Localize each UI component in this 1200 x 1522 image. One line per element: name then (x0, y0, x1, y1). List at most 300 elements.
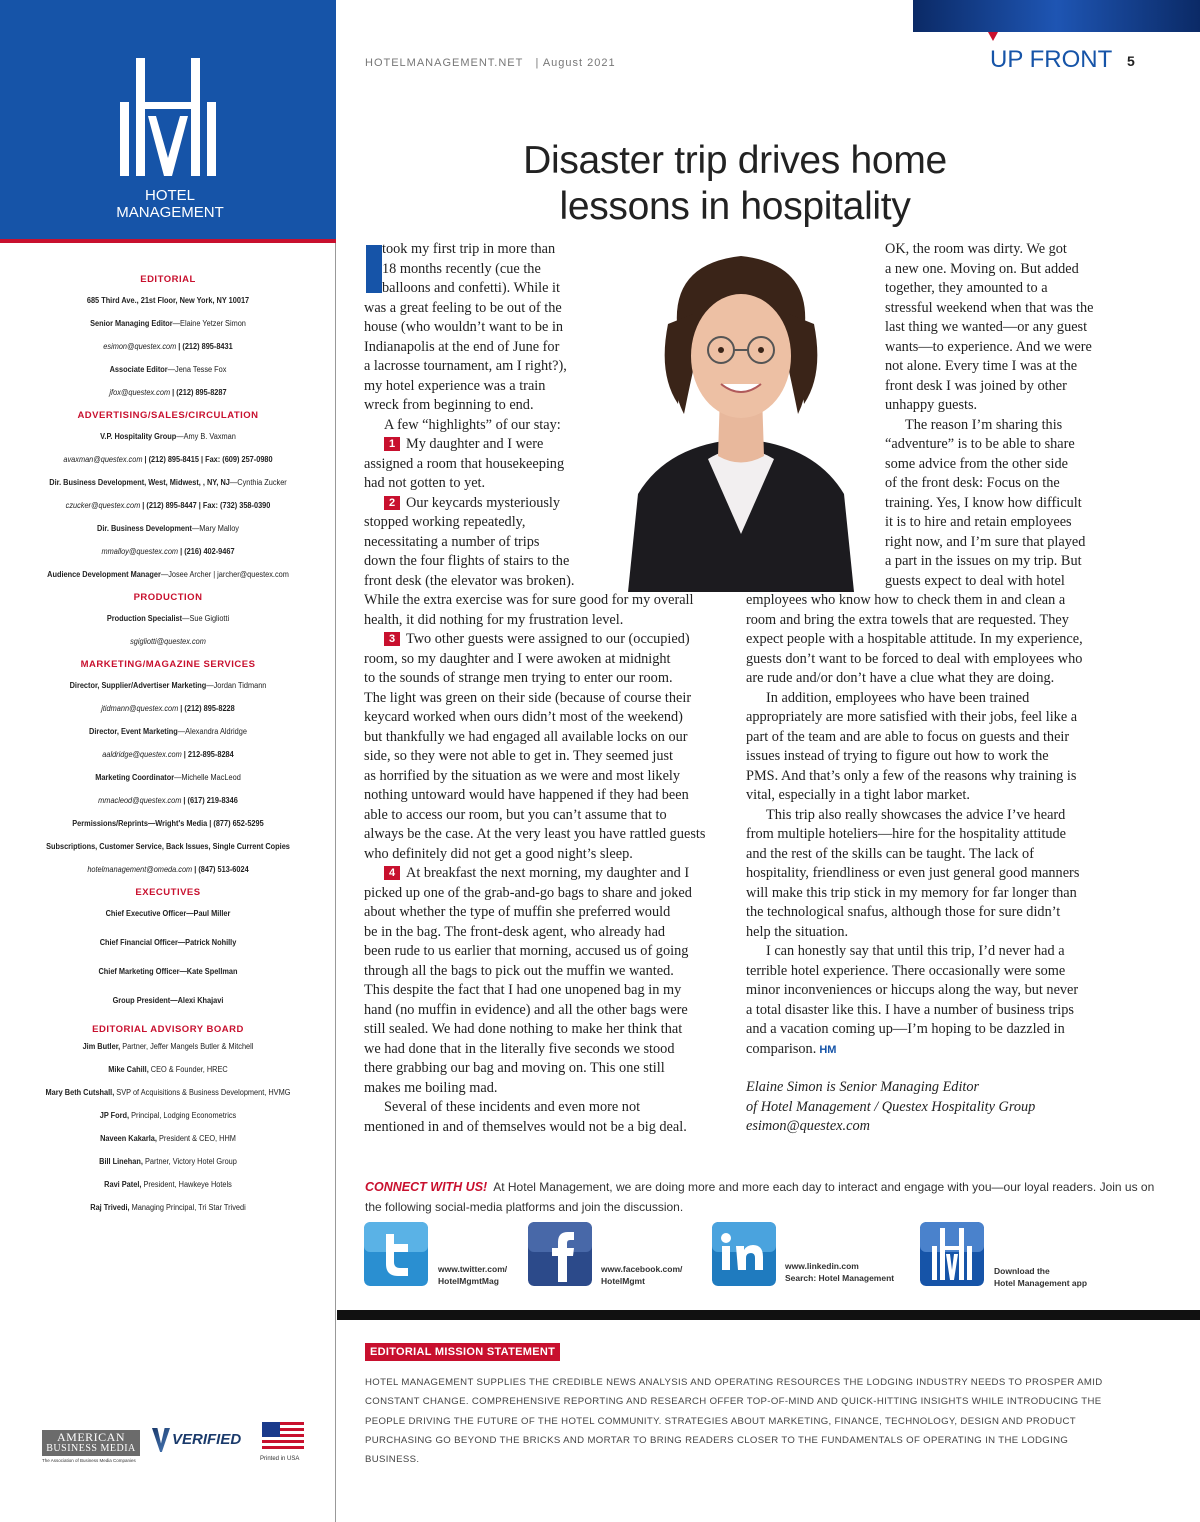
article-line (364, 825, 705, 845)
staff-phone: | (212) 895-8447 | Fax: (732) 358-0390 (140, 501, 271, 510)
section-marker-icon (988, 32, 998, 41)
logo-text-management: MANAGEMENT (116, 204, 224, 221)
staff-role: Dir. Business Development, West, Midwest, , NY, NJ (49, 478, 230, 487)
subscriptions-email: hotelmanagement@omeda.com (87, 865, 193, 874)
article-line-text: it is to hire and retain employees (885, 514, 1072, 530)
article-line (746, 689, 1083, 709)
staff-role: Marketing Coordinator (95, 773, 175, 782)
app-download-link[interactable] (994, 1265, 1087, 1289)
printed-in-usa: Printed in USA (260, 1456, 300, 1462)
facebook-link[interactable] (601, 1263, 682, 1287)
article-line-text: unhappy guests. (885, 397, 978, 413)
app-download-line-2[interactable]: Hotel Management app (994, 1278, 1088, 1288)
article-line (364, 845, 705, 865)
article-line (364, 747, 705, 767)
list-number-badge: 1 (384, 437, 400, 451)
article-line (364, 299, 574, 319)
section-heading-marketing: MARKETING/MAGAZINE SERVICES (80, 659, 256, 670)
twitter-url[interactable]: www.twitter.com/ (438, 1264, 508, 1274)
staff-phone: | (212) 895-8287 (170, 388, 227, 397)
board-member (13, 1133, 322, 1144)
author-portrait-icon (608, 244, 874, 592)
article-line (746, 825, 1083, 845)
address: 685 Third Ave., 21st Floor, New York, NY 10017 (86, 296, 250, 305)
article-line (885, 318, 1093, 338)
article-line-text: I can honestly say that until this trip, I’d never had a (766, 943, 1065, 959)
staff-role: Director, Event Marketing (89, 727, 178, 736)
article-line-text: be in the bag. The front-desk agent, who already had (364, 923, 666, 940)
board-title: Principal, Lodging Econometrics (129, 1111, 237, 1120)
abm-subtitle: The Association of Business Media Companies (42, 1458, 136, 1463)
board-title: SVP of Acquisitions & Business Development, HVMG (114, 1088, 291, 1097)
article-line-text: training. Yes, I know how difficult (885, 494, 1082, 511)
article-line (364, 494, 574, 514)
article-line-text: still sealed. We had done nothing to make her think that (364, 1021, 683, 1037)
staff-email: aaldridge@questex.com (102, 750, 182, 759)
article-line (364, 513, 574, 533)
section-heading-sales: ADVERTISING/SALES/CIRCULATION (77, 410, 259, 421)
staff-phone: | 212-895-8284 (181, 750, 234, 759)
linkedin-search[interactable]: Search: Hotel Management (785, 1273, 895, 1283)
article-line-text: and a vacation coming up—I’m hoping to be dazzled in (746, 1021, 1065, 1037)
masthead-sidebar (0, 0, 336, 1522)
article-line-text: from multiple hoteliers—hire for the hospitality attitude (746, 826, 1067, 842)
article-line (746, 1040, 1083, 1061)
article-line (364, 884, 705, 904)
article-line (364, 1040, 705, 1060)
article-line-text: employees who know how to check them in and clean a (746, 592, 1066, 608)
article-line-text: to the sounds of strange men trying to enter our room. (364, 670, 673, 686)
article-line (364, 689, 705, 709)
staff-role: Associate Editor (109, 365, 168, 374)
linkedin-icon[interactable] (712, 1222, 776, 1286)
article-line (746, 591, 1083, 611)
article-line-text: a part in the issues on my trip. But (885, 553, 1082, 569)
facebook-handle[interactable]: HotelMgmt (601, 1276, 645, 1286)
app-download-line-1[interactable]: Download the (994, 1266, 1050, 1276)
staff-phone: | (216) 402-9467 (178, 547, 235, 556)
linkedin-link[interactable] (785, 1260, 894, 1284)
article-line-text: room, so my daughter and I were awoken at midnight (364, 650, 671, 667)
staff-name: Amy B. Vaxman (183, 432, 236, 441)
subscriptions-line: Subscriptions, Customer Service, Back Issues, Single Current Copies (46, 842, 290, 851)
logo-text-hotel: HOTEL (144, 187, 195, 204)
article-line (364, 572, 574, 592)
article-line (364, 611, 705, 631)
article-line-text: necessitating a number of trips (364, 533, 540, 550)
article-line-text: A few “highlights” of our stay: (384, 416, 561, 433)
article-line (885, 357, 1093, 377)
article-line (364, 1118, 705, 1138)
association-badges (42, 1422, 312, 1472)
board-name: Bill Linehan, (99, 1157, 143, 1166)
article-line-text: house (who wouldn’t want to be in (364, 319, 564, 335)
board-name: Mary Beth Cutshall, (45, 1088, 115, 1097)
article-line (746, 630, 1083, 650)
staff-contact (13, 749, 322, 760)
article-line (364, 1001, 705, 1021)
board-member (13, 1179, 322, 1190)
article-line (364, 630, 705, 650)
article-line (885, 435, 1093, 455)
article-line (746, 669, 1083, 689)
article-line-text: wreck from beginning to end. (364, 397, 534, 413)
article-line-text: OK, the room was dirty. We got (885, 241, 1067, 257)
article-line (364, 650, 705, 670)
staff-role: V.P. Hospitality Group (100, 432, 177, 441)
article-line-text: balloons and confetti). While it (382, 280, 561, 296)
staff-contact (13, 546, 322, 557)
staff-phone: | (617) 219-8346 (181, 796, 238, 805)
issue-date: | August 2021 (535, 57, 616, 69)
logo-block (0, 0, 336, 243)
board-title: Partner, Victory Hotel Group (142, 1157, 237, 1166)
connect-title: CONNECT WITH US! (365, 1180, 488, 1194)
author-bio-line-1: Elaine Simon is Senior Managing Editor (746, 1079, 980, 1095)
section-title: UP FRONT (990, 46, 1113, 73)
hm-logo-icon (118, 58, 218, 183)
article-line-text: Our keycards mysteriously (406, 494, 561, 511)
article-line (746, 650, 1083, 670)
staff-name: Elaine Yetzer Simon (180, 319, 246, 328)
article-line-text: there grabbing our bag and moving on. This one still (364, 1060, 665, 1076)
article-line-text: front desk I was joined by other (885, 377, 1067, 394)
staff-contact (13, 795, 322, 806)
executive-line: Chief Executive Officer—Paul Miller (105, 909, 231, 918)
article-line-text: and the rest of the skills can be taught. The lack of (746, 845, 1034, 862)
article-line (885, 260, 1093, 280)
article-line (364, 864, 705, 884)
staff-email: sgigliotti@questex.com (130, 637, 206, 646)
article-line (364, 377, 574, 397)
board-member (13, 1202, 322, 1213)
section-heading-executives: EXECUTIVES (135, 887, 201, 898)
author-photo (608, 244, 874, 592)
article-line-text: In addition, employees who have been trained (766, 689, 1030, 706)
staff-phone: | (212) 895-8415 | Fax: (609) 257-0980 (142, 455, 273, 464)
us-flag-icon (262, 1422, 304, 1450)
article-line-text: stopped working repeatedly, (364, 514, 526, 530)
article-column-2-bottom (746, 591, 1083, 1060)
article-line (364, 474, 574, 494)
article-line (885, 299, 1093, 319)
article-line-text: issues instead of trying to figure out how to work the (746, 748, 1049, 764)
article-line (364, 338, 574, 358)
end-mark-hm: HM (816, 1043, 837, 1056)
article-line (364, 357, 574, 377)
staff-role: Production Specialist (106, 614, 183, 623)
article-line (746, 767, 1083, 787)
article-line-text: “adventure” is to be able to share (885, 436, 1075, 452)
article-column-1-bottom (364, 591, 705, 1137)
article-line-text: minor inconveniences or hiccups along the way, but never (746, 982, 1079, 998)
article-line-text: able to access our room, but you can’t assume that to (364, 806, 667, 823)
staff-email: esimon@questex.com (103, 342, 177, 351)
article-line (746, 903, 1083, 923)
article-line-text: but thankfully we had engaged all available locks on our (364, 728, 688, 745)
article-line (364, 923, 705, 943)
article-line (885, 416, 1093, 436)
staff-name: Jena Tesse Fox (175, 365, 227, 374)
connect-section (365, 1177, 1155, 1217)
article-line-text: health, it did nothing for my frustration level. (364, 611, 624, 628)
article-line-text: a lacrosse tournament, am I right?), (364, 358, 567, 374)
article-line-text: was a great feeling to be out of the (364, 299, 562, 316)
abm-text-2: BUSINESS MEDIA (46, 1443, 136, 1454)
article-line-text: not alone. Every time I was at the (885, 358, 1078, 374)
staff-contact (13, 636, 322, 647)
article-line-text: part of the team and are able to focus on guests and their (746, 728, 1070, 745)
article-line (364, 903, 705, 923)
article-line (885, 377, 1093, 397)
article-line (746, 981, 1083, 1001)
article-line (746, 728, 1083, 748)
article-line-text: through all the bags to pick out the muffin we wanted. (364, 962, 674, 979)
article-line (364, 708, 705, 728)
article-line-text: last thing we wanted—or any guest (885, 319, 1088, 335)
article-line (364, 942, 705, 962)
headline-line-2: lessons in hospitality (559, 185, 911, 228)
article-line-text: Indianapolis at the end of June for (364, 338, 560, 355)
article-line-text: The light was green on their side (because of course their (364, 689, 692, 706)
article-line-text: expect people with a hospitable attitude. In my experience, (746, 631, 1083, 647)
staff-role: Senior Managing Editor (90, 319, 173, 328)
staff-role: Dir. Business Development (97, 524, 192, 533)
article-line (885, 455, 1093, 475)
staff-email: mmalloy@questex.com (101, 547, 179, 556)
staff-phone: | (212) 895-8431 (176, 342, 233, 351)
article-line-text: a total disaster like this. I have a number of business trips (746, 1001, 1074, 1018)
twitter-handle[interactable]: HotelMgmtMag (438, 1276, 499, 1286)
article-line (746, 786, 1083, 806)
staff-line: Associate Editor—Jena Tesse Fox (109, 365, 227, 374)
mission-text: HOTEL MANAGEMENT SUPPLIES THE CREDIBLE NEWS ANALYSIS AND OPERATING RESOURCES THE LODGING INDUSTRY NEEDS TO PROSPER AMID CONSTANT CHANGE. COMPREHENSIVE REPORTING AND RESEARCH OFFER TOP-OF-MIND AND QUICK-HITTING INSIGHTS WHILE INTRODUCING THE PEOPLE DRIVING THE FUTURE OF THE HOTEL COMMUNITY. STRATEGIES ABOUT MARKETING, FINANCE, TECHNOLOGY, DESIGN AND PRODUCT PURCHASING GO BEYOND THE BRICKS AND MORTAR TO BRING READERS CLOSER TO THE FUNDAMENTALS OF OPERATING IN THE LODGING BUSINESS. (365, 1377, 1103, 1466)
article-line-text: Two other guests were assigned to our (occupied) (406, 631, 690, 647)
board-member (13, 1110, 322, 1121)
author-signature (746, 1078, 1035, 1137)
section-heading-advisory-board: EDITORIAL ADVISORY BOARD (92, 1024, 244, 1035)
article-line (885, 279, 1093, 299)
article-line (885, 240, 1093, 260)
article-line (885, 396, 1093, 416)
article-line-text: assigned a room that housekeeping (364, 455, 565, 472)
staff-email: avaxman@questex.com (63, 455, 143, 464)
article-line (364, 240, 574, 260)
article-line-text: Several of these incidents and even more not (384, 1099, 641, 1115)
article-line (746, 708, 1083, 728)
article-line-text: took my first trip in more than (382, 241, 556, 257)
article-line-text: hospitality, friendliness or even just general good manners (746, 865, 1080, 881)
article-headline (475, 138, 995, 230)
article-line-text: about whether the type of muffin she preferred would (364, 904, 671, 920)
author-email: esimon@questex.com (746, 1118, 870, 1134)
article-line (885, 513, 1093, 533)
verified-v-icon (152, 1428, 170, 1452)
staff-contact (13, 500, 322, 511)
article-line-text: comparison. (746, 1040, 817, 1057)
article-line-text: will make this trip stick in my memory for far longer than (746, 884, 1077, 901)
article-line (746, 884, 1083, 904)
logo-wordmark (100, 187, 240, 221)
permissions-line: Permissions/Reprints—Wright's Media | (877) 652-5295 (72, 819, 264, 828)
article-line-text: who definitely did not get a good night’s sleep. (364, 845, 633, 862)
article-line-text: side, so they were not able to get in. They seemed just (364, 748, 674, 764)
article-line-text: room and bring the extra towels that are requested. They (746, 611, 1069, 628)
staff-line: Marketing Coordinator—Michelle MacLeod (95, 773, 241, 782)
article-line-text: together, they amounted to a (885, 280, 1048, 296)
article-line-text: of the front desk: Focus on the (885, 475, 1060, 491)
staff-line: Dir. Business Development—Mary Malloy (97, 524, 239, 533)
abm-text-1: AMERICAN (56, 1430, 125, 1444)
board-name: Raj Trivedi, (90, 1203, 130, 1212)
article-line (885, 494, 1093, 514)
article-line (364, 1059, 705, 1079)
article-line-text: nothing untoward would have happened if they had been (364, 787, 689, 803)
article-line (364, 1098, 705, 1118)
article-line-text: wants—to experience. And we were (885, 338, 1092, 355)
board-name: Jim Butler, (82, 1042, 121, 1051)
article-line-text: guests don’t want to be forced to deal with employees who (746, 650, 1083, 667)
staff-contact (13, 703, 322, 714)
staff-role: Director, Supplier/Advertiser Marketing (69, 681, 207, 690)
masthead-list (0, 262, 336, 1225)
article-line (364, 416, 574, 436)
board-member (13, 1064, 322, 1075)
staff-name: Michelle MacLeod (181, 773, 241, 782)
article-line-text: down the four flights of stairs to the (364, 553, 570, 569)
article-line-text: 18 months recently (cue the (382, 260, 541, 277)
article-line-text: At breakfast the next morning, my daughter and I (406, 865, 690, 881)
board-name: Ravi Patel, (104, 1180, 142, 1189)
article-line (364, 786, 705, 806)
article-line (364, 669, 705, 689)
article-line (364, 981, 705, 1001)
board-name: Naveen Kakarla, (100, 1134, 157, 1143)
article-line (364, 962, 705, 982)
staff-line: Audience Development Manager—Josee Archer | jarcher@questex.com (47, 570, 289, 579)
article-line-text: the technological snafus, although those for sure didn’t (746, 904, 1061, 920)
staff-phone: | (212) 895-8228 (178, 704, 235, 713)
board-member (13, 1087, 322, 1098)
list-number-badge: 2 (384, 496, 400, 510)
staff-email: jtidmann@questex.com (101, 704, 179, 713)
article-line-text: My daughter and I were (406, 436, 544, 452)
article-line-text: a new one. Moving on. But added (885, 260, 1079, 277)
article-line (364, 279, 574, 299)
article-line (746, 962, 1083, 982)
article-line (746, 923, 1083, 943)
article-line-text: picked up one of the grab-and-go bags to share and joked (364, 884, 692, 901)
article-line (364, 1020, 705, 1040)
section-divider (337, 1310, 1200, 1320)
article-line-text: had not gotten to yet. (364, 475, 486, 491)
american-business-media-logo (42, 1430, 140, 1456)
hm-app-icon[interactable] (920, 1222, 984, 1286)
article-line-text: my hotel experience was a train (364, 377, 546, 394)
article-line-text: we had done that in the literally five seconds we stood (364, 1040, 675, 1057)
article-line (364, 728, 705, 748)
board-member (13, 1041, 322, 1052)
article-line-text: vital, especially in a tight labor market. (746, 787, 970, 803)
board-name: Mike Cahill, (108, 1065, 149, 1074)
article-line-text: hand (no muffin in evidence) and all the other bags were (364, 1001, 688, 1018)
board-title: Managing Principal, Tri Star Trivedi (129, 1203, 246, 1212)
article-line-text: always be the case. At the very least you have rattled guests (364, 826, 706, 842)
article-line (364, 435, 574, 455)
linkedin-url[interactable]: www.linkedin.com (785, 1261, 859, 1271)
article-line-text: terrible hotel experience. There occasionally were some (746, 962, 1066, 979)
article-line-text: some advice from the other side (885, 455, 1069, 472)
article-line (885, 552, 1093, 572)
article-line-text: right now, and I’m sure that played (885, 533, 1086, 550)
article-line-text: guests expect to deal with hotel (885, 572, 1065, 589)
board-member (13, 1156, 322, 1167)
running-header (365, 57, 616, 69)
article-line-text: The reason I’m sharing this (905, 416, 1063, 433)
staff-line: Director, Supplier/Advertiser Marketing—Jordan Tidmann (69, 681, 267, 690)
article-line (746, 845, 1083, 865)
article-line (364, 806, 705, 826)
article-line-text: help the situation. (746, 923, 849, 940)
article-line-text: While the extra exercise was for sure good for my overall (364, 592, 694, 608)
staff-line: V.P. Hospitality Group—Amy B. Vaxman (100, 432, 236, 441)
executive-line: Chief Marketing Officer—Kate Spellman (98, 967, 238, 976)
section-heading-editorial: EDITORIAL (140, 274, 196, 285)
facebook-icon[interactable] (528, 1222, 592, 1286)
staff-name: Sue Gigliotti (189, 614, 230, 623)
article-line-text: This despite the fact that I had one unopened bag in my (364, 982, 682, 998)
board-title: President & CEO, HHM (156, 1134, 236, 1143)
mission-title: EDITORIAL MISSION STATEMENT (365, 1343, 560, 1361)
staff-line: Senior Managing Editor—Elaine Yetzer Simon (90, 319, 246, 328)
author-bio-line-2: of Hotel Management / Questex Hospitality Group (746, 1098, 1036, 1115)
article-line (885, 533, 1093, 553)
subscriptions-contact (13, 864, 322, 875)
article-line (364, 396, 574, 416)
board-title: CEO & Founder, HREC (148, 1065, 228, 1074)
article-line (746, 806, 1083, 826)
article-line-text: This trip also really showcases the advice I’ve heard (766, 806, 1066, 823)
article-line (364, 552, 574, 572)
board-title: President, Hawkeye Hotels (141, 1180, 232, 1189)
board-title: Partner, Jeffer Mangels Butler & Mitchell (120, 1042, 254, 1051)
article-line-text: as horrified by the situation as we were and most likely (364, 767, 681, 784)
article-column-1-top (364, 240, 574, 591)
article-line-text: been rude to us earlier that morning, accused us of going (364, 943, 689, 959)
staff-contact (13, 454, 322, 465)
article-line (364, 591, 705, 611)
article-line (746, 611, 1083, 631)
article-line (364, 455, 574, 475)
facebook-url[interactable]: www.facebook.com/ (601, 1264, 683, 1274)
section-heading-production: PRODUCTION (133, 592, 203, 603)
staff-name: Alexandra Aldridge (185, 727, 247, 736)
staff-name: Jordan Tidmann (213, 681, 267, 690)
staff-email: mmacleod@questex.com (98, 796, 182, 805)
twitter-icon[interactable] (364, 1222, 428, 1286)
article-line (746, 747, 1083, 767)
article-line (746, 942, 1083, 962)
subscriptions-phone: | (847) 513-6024 (192, 865, 249, 874)
staff-name: Mary Malloy (199, 524, 239, 533)
twitter-link[interactable] (438, 1263, 507, 1287)
list-number-badge: 4 (384, 866, 400, 880)
article-line-text: makes me boiling mad. (364, 1079, 498, 1096)
article-line-text: mentioned in and of themselves would not be a big deal. (364, 1118, 687, 1135)
staff-contact (13, 387, 322, 398)
staff-email: jfox@questex.com (109, 388, 171, 397)
article-line (885, 572, 1093, 592)
